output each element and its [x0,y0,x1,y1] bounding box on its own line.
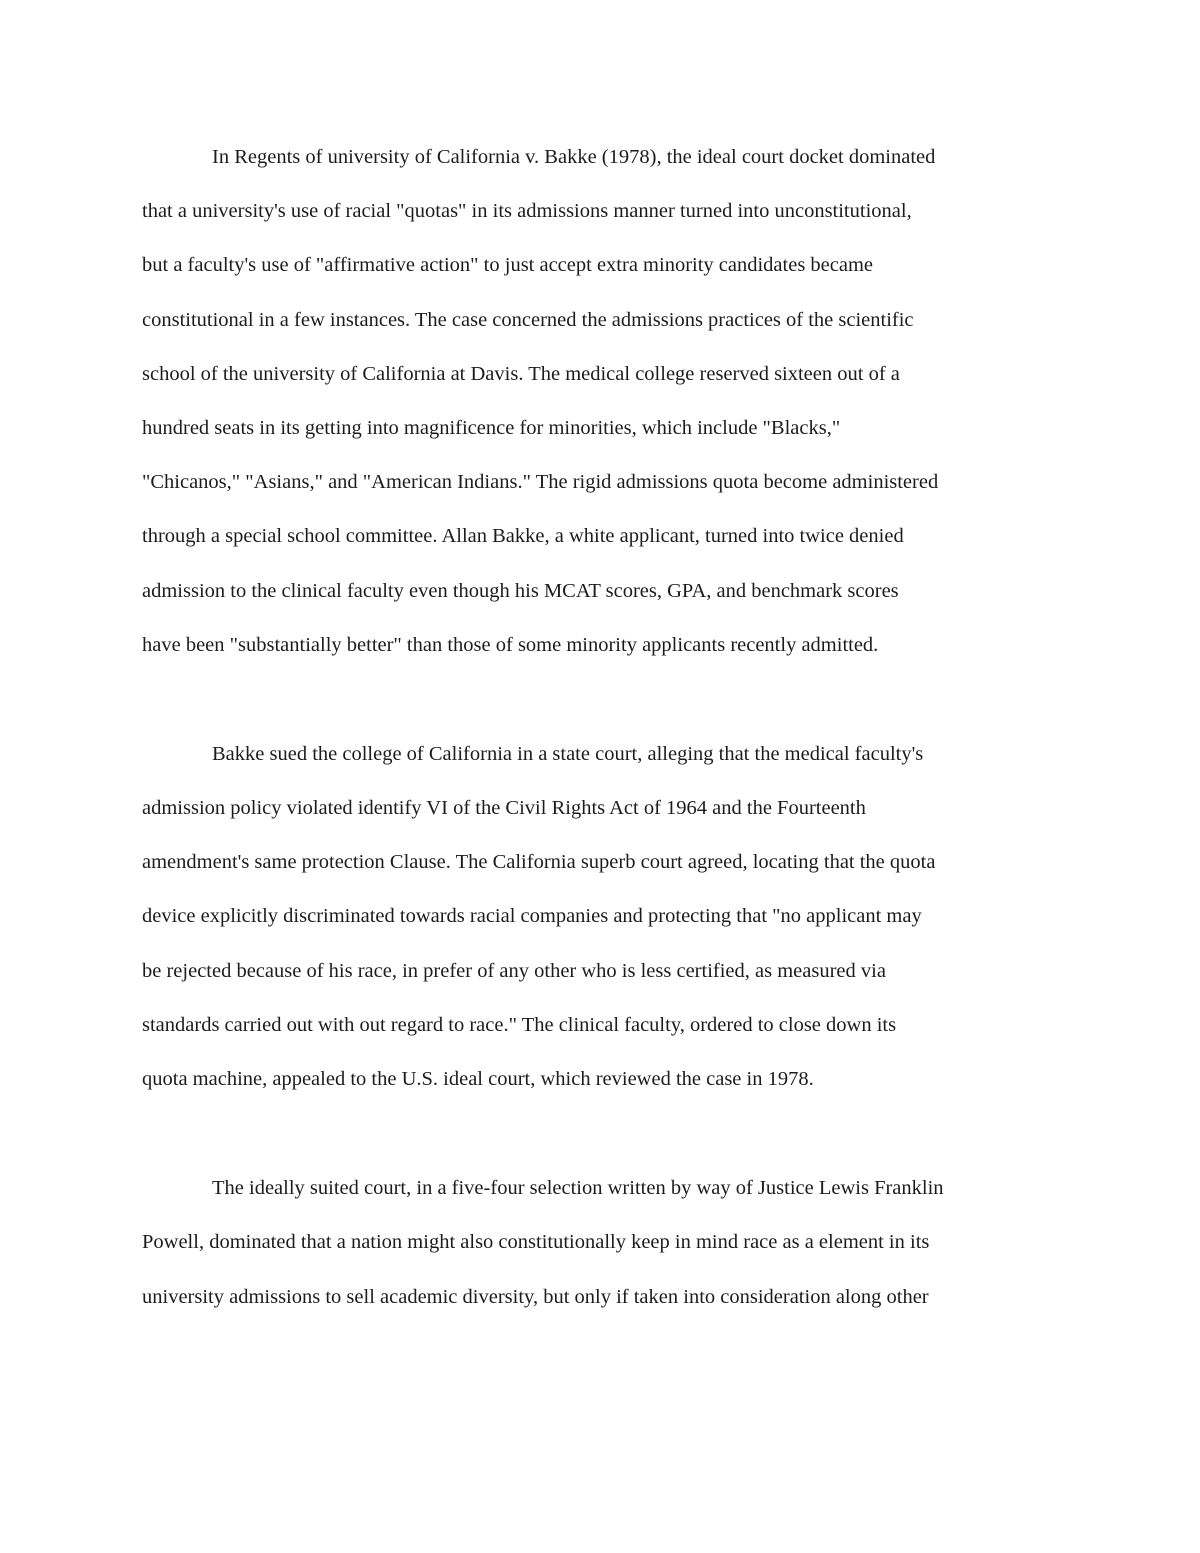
paragraph-line: admission policy violated identify VI of the Civil Rights Act of 1964 and the Fourteenth [142,797,866,820]
paragraph-spacer [142,682,1058,737]
paragraph-line: constitutional in a few instances. The case concerned the admissions practices of the scientific [142,308,914,331]
paragraph-2 [142,737,1058,1116]
paragraph-line: "Chicanos," "Asians," and "American Indians." The rigid admissions quota become administered [142,471,939,494]
paragraph-line: but a faculty's use of "affirmative action" to just accept extra minority candidates became [142,254,874,277]
paragraph-line: admission to the clinical faculty even though his MCAT scores, GPA, and benchmark scores [142,579,899,602]
paragraph-line: quota machine, appealed to the U.S. ideal court, which reviewed the case in 1978. [142,1068,814,1090]
paragraph-line: In Regents of university of California v. Bakke (1978), the ideal court docket dominated [212,146,936,168]
paragraph-line: hundred seats in its getting into magnificence for minorities, which include "Blacks," [142,416,841,439]
paragraph-line: The ideally suited court, in a five-four selection written by way of Justice Lewis Franklin [212,1177,944,1200]
paragraph-line: that a university's use of racial "quotas" in its admissions manner turned into unconstitutional, [142,200,912,223]
paragraph-line: Bakke sued the college of California in a state court, alleging that the medical faculty's [212,742,924,765]
paragraph-3 [142,1171,1058,1334]
paragraph-line: have been "substantially better" than those of some minority applicants recently admitted. [142,633,879,656]
paragraph-spacer [142,1116,1058,1171]
paragraph-line: Powell, dominated that a nation might also constitutionally keep in mind race as a element in its [142,1231,930,1254]
paragraph-line: university admissions to sell academic diversity, but only if taken into consideration along other [142,1285,929,1308]
paragraph-line: be rejected because of his race, in prefer of any other who is less certified, as measured via [142,959,886,982]
paragraph-line: amendment's same protection Clause. The California superb court agreed, locating that the quota [142,851,936,874]
paragraph-1 [142,140,1058,682]
document-body [142,140,1058,1334]
paragraph-line: standards carried out with out regard to race." The clinical faculty, ordered to close down its [142,1013,897,1036]
paragraph-line: through a special school committee. Allan Bakke, a white applicant, turned into twice denied [142,525,904,548]
paragraph-line: school of the university of California at Davis. The medical college reserved sixteen out of a [142,362,900,385]
paragraph-line: device explicitly discriminated towards racial companies and protecting that "no applicant may [142,905,922,928]
